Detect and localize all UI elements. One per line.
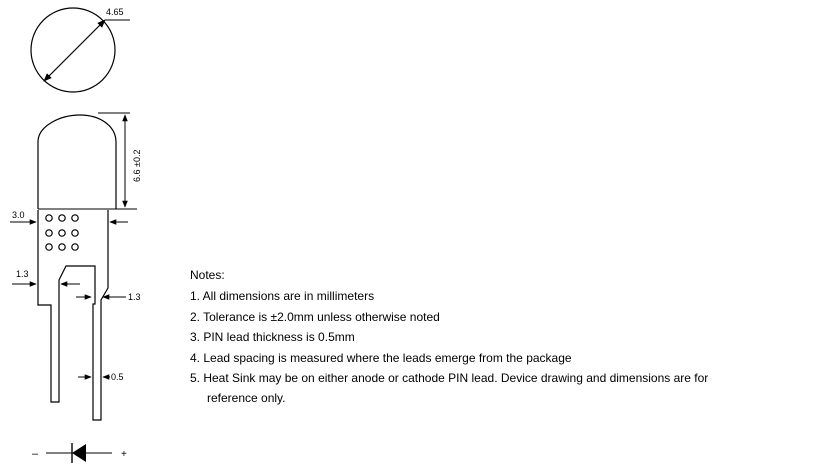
notes-title: Notes: bbox=[190, 268, 225, 282]
notes-block bbox=[190, 265, 708, 409]
diode-triangle bbox=[72, 444, 86, 462]
width-label: 3.0 bbox=[12, 210, 25, 220]
emitter-dot bbox=[72, 230, 78, 236]
side-view bbox=[10, 113, 142, 420]
emitter-dot bbox=[46, 230, 52, 236]
height-label: 6.6 ±0.2 bbox=[132, 149, 142, 182]
dome-body bbox=[38, 115, 116, 209]
emitter-dot bbox=[46, 215, 52, 221]
diameter-label: 4.65 bbox=[106, 7, 124, 17]
note-item-continued: reference only. bbox=[207, 391, 286, 406]
top-view bbox=[31, 7, 130, 92]
note-item: 3. PIN lead thickness is 0.5mm bbox=[190, 330, 355, 345]
emitter-dot bbox=[72, 215, 78, 221]
lead-width-label: 0.5 bbox=[111, 372, 124, 382]
emitter-dot bbox=[59, 215, 65, 221]
emitter-dot bbox=[59, 230, 65, 236]
notes-list bbox=[190, 286, 708, 408]
polarity-minus: – bbox=[32, 448, 39, 460]
emitter-dot bbox=[46, 244, 52, 250]
diode-symbol bbox=[32, 443, 127, 463]
emitter-dot bbox=[72, 244, 78, 250]
diameter-arrow bbox=[44, 20, 105, 81]
note-item: 1. All dimensions are in millimeters bbox=[190, 289, 375, 304]
note-item: 2. Tolerance is ±2.0mm unless otherwise noted bbox=[190, 309, 440, 324]
lead-frame bbox=[38, 210, 108, 420]
note-item: 5. Heat Sink may be on either anode or cathode PIN lead. Device drawing and dimensions are for bbox=[190, 371, 709, 386]
emitter-dot bbox=[59, 244, 65, 250]
top-view-circle bbox=[31, 8, 115, 92]
note-item: 4. Lead spacing is measured where the leads emerge from the package bbox=[190, 350, 572, 365]
emitter-array bbox=[46, 215, 78, 250]
polarity-plus: + bbox=[121, 449, 127, 460]
offset-right-label: 1.3 bbox=[128, 292, 141, 302]
offset-left-label: 1.3 bbox=[16, 269, 29, 279]
